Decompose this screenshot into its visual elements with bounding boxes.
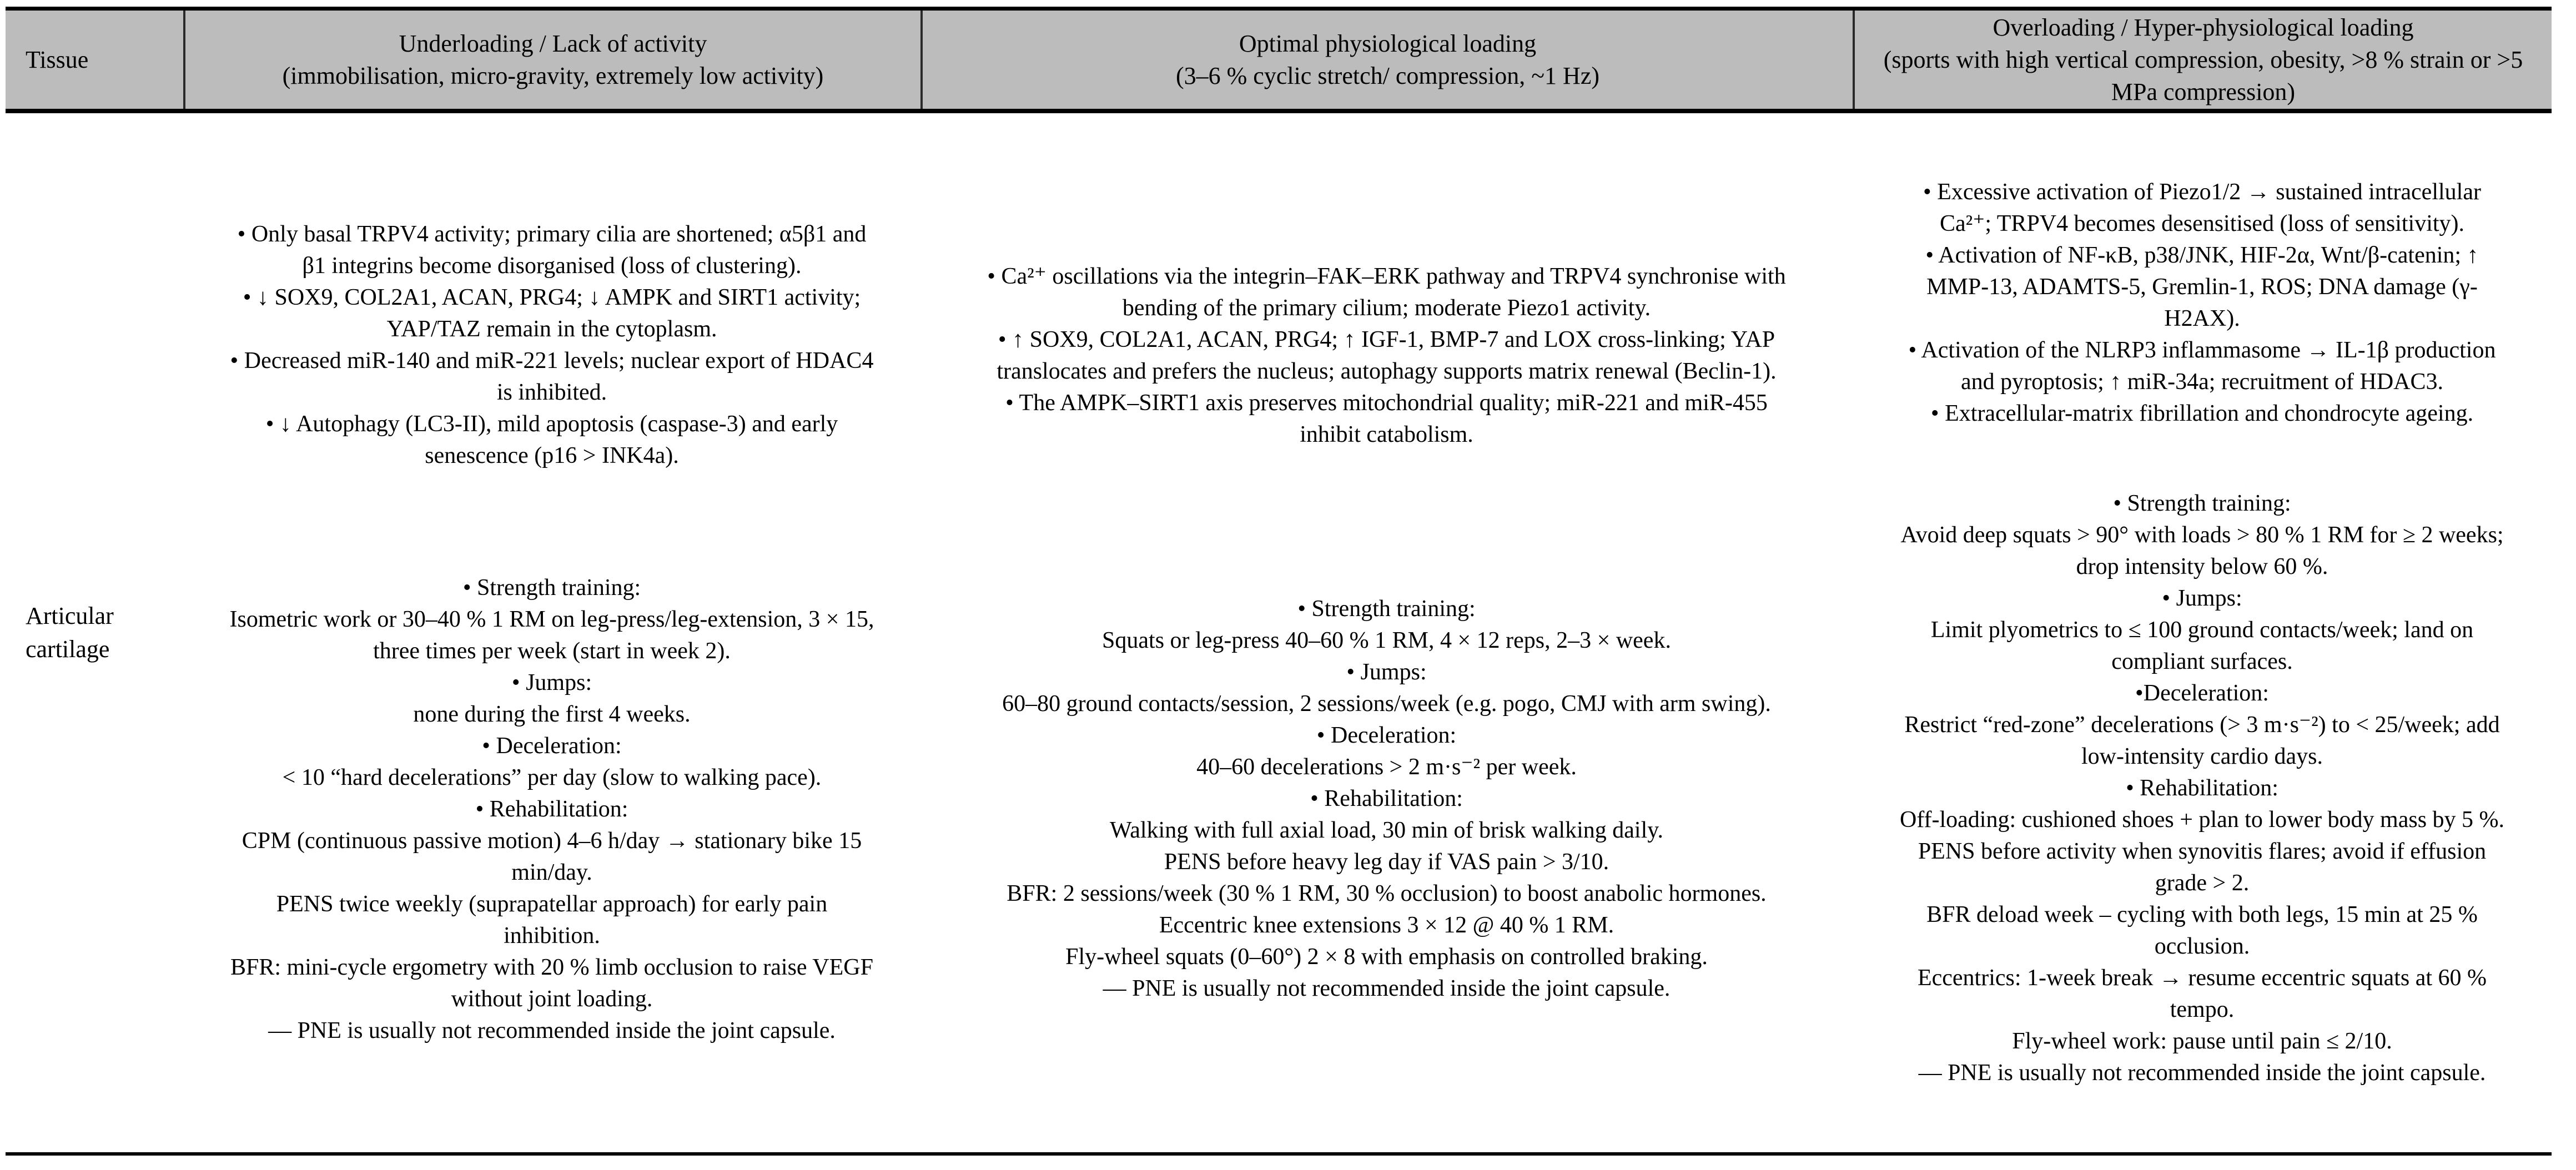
cell-paragraph: Walking with full axial load, 30 min of brisk walking daily. (1109, 817, 1664, 843)
header-title: Underloading / Lack of activity (399, 29, 707, 57)
cell-paragraph: < 10 “hard decelerations” per day (slow to walking pace). (282, 764, 822, 790)
cell-paragraph: • Extracellular-matrix fibrillation and chondrocyte ageing. (1930, 401, 2474, 427)
cell-paragraph: BFR: 2 sessions/week (30 % 1 RM, 30 % occlusion) to boost anabolic hormones. (1007, 880, 1767, 906)
cell-paragraph: • ↓ Autophagy (LC3-II), mild apoptosis (caspase-3) and early senescence (p16 > INK4a). (265, 411, 838, 469)
cell-paragraph: CPM (continuous passive motion) 4–6 h/day → stationary bike 15 min/day. (242, 828, 862, 885)
training-group (976, 593, 1797, 1005)
cell-paragraph: 60–80 ground contacts/session, 2 sessions/week (e.g. pogo, CMJ with arm swing). (1002, 690, 1771, 717)
cell-paragraph: Eccentrics: 1-week break → resume eccentric squats at 60 % tempo. (1917, 965, 2487, 1022)
cell-paragraph: PENS twice weekly (suprapatellar approach) for early pain inhibition. (276, 891, 828, 949)
cell-paragraph: Isometric work or 30–40 % 1 RM on leg-press/leg-extension, 3 × 15, three times per week (start in week 2). (229, 606, 874, 664)
cell-paragraph: • Only basal TRPV4 activity; primary cilia are shortened; α5β1 and β1 integrins become disorganised (loss of clustering). (237, 221, 867, 279)
cell-paragraph: Squats or leg-press 40–60 % 1 RM, 4 × 12 reps, 2–3 × week. (1102, 627, 1671, 653)
cell-paragraph: • Rehabilitation: (475, 796, 628, 822)
training-group (1897, 488, 2507, 1089)
cell-paragraph: PENS before activity when synovitis flares; avoid if effusion grade > 2. (1918, 838, 2487, 896)
cell-paragraph: • Excessive activation of Piezo1/2 → sustained intracellular Ca²⁺; TRPV4 becomes desensitised (loss of sensitivity). (1923, 179, 2481, 237)
cell-paragraph: — PNE is usually not recommended inside the joint capsule. (1918, 1060, 2486, 1086)
header-title: Optimal physiological loading (1239, 29, 1537, 57)
cell-paragraph: Avoid deep squats > 90° with loads > 80 % 1 RM for ≥ 2 weeks; drop intensity below 60 %. (1900, 522, 2504, 579)
cell-paragraph: • Deceleration: (1316, 722, 1457, 748)
header-cell-overloading (1853, 11, 2552, 109)
cell-paragraph: • The AMPK–SIRT1 axis preserves mitochondrial quality; miR-221 and miR-455 inhibit catabolism. (1005, 390, 1768, 448)
cell-paragraph: — PNE is usually not recommended inside the joint capsule. (1103, 975, 1671, 1001)
cell-paragraph: BFR: mini-cycle ergometry with 20 % limb occlusion to raise VEGF without joint loading. (230, 954, 873, 1012)
cell-underloading (183, 113, 920, 1152)
cell-paragraph: • Jumps: (1346, 659, 1427, 685)
header-subtitle: (immobilisation, micro-gravity, extremely low activity) (282, 62, 824, 89)
cell-paragraph: • Ca²⁺ oscillations via the integrin–FAK–ERK pathway and TRPV4 synchronise with bending of the primary cilium; moderate Piezo1 activity. (987, 264, 1786, 321)
header-subtitle: (3–6 % cyclic stretch/ compression, ~1 Hz) (1175, 62, 1600, 89)
cell-paragraph: Eccentric knee extensions 3 × 12 @ 40 % 1 RM. (1159, 912, 1614, 938)
tissue-loading-table (6, 7, 2552, 1156)
cell-paragraph: • Deceleration: (482, 733, 622, 759)
header-cell-optimal-loading (920, 11, 1853, 109)
header-subtitle: (sports with high vertical compression, obesity, >8 % strain or >5 MPa compression) (1883, 46, 2523, 105)
cell-paragraph: • Activation of the NLRP3 inflammasome → IL-1β production and pyroptosis; ↑ miR-34a; recruitment of HDAC3. (1908, 337, 2496, 395)
training-group (228, 572, 876, 1047)
mechanobiology-group (1897, 176, 2507, 430)
cell-paragraph: BFR deload week – cycling with both legs, 15 min at 25 % occlusion. (1926, 901, 2478, 959)
header-title: Tissue (26, 46, 89, 73)
cell-paragraph: • ↓ SOX9, COL2A1, ACAN, PRG4; ↓ AMPK and SIRT1 activity; YAP/TAZ remain in the cytoplasm. (243, 285, 861, 342)
cell-paragraph: • ↑ SOX9, COL2A1, ACAN, PRG4; ↑ IGF-1, BMP-7 and LOX cross-linking; YAP translocates and prefers the nucleus; autophagy supports matrix renewal (Beclin-1). (997, 327, 1777, 385)
mechanobiology-group (228, 219, 876, 472)
cell-paragraph: 40–60 decelerations > 2 m·s⁻² per week. (1196, 754, 1577, 780)
cell-paragraph: — PNE is usually not recommended inside the joint capsule. (268, 1017, 836, 1043)
cell-paragraph: Off-loading: cushioned shoes + plan to lower body mass by 5 %. (1899, 806, 2505, 833)
cell-paragraph: •Deceleration: (2135, 680, 2269, 706)
header-cell-tissue (6, 11, 183, 109)
cell-paragraph: • Activation of NF-κB, p38/JNK, HIF-2α, Wnt/β-catenin; ↑ MMP-13, ADAMTS-5, Gremlin-1, ROS; DNA damage (γ-H2AX). (1925, 243, 2479, 332)
cell-paragraph: none during the first 4 weeks. (413, 701, 691, 727)
header-title: Overloading / Hyper-physiological loading (1993, 13, 2414, 41)
table-body-row (6, 113, 2552, 1152)
mechanobiology-group (976, 261, 1797, 451)
cell-tissue-articular-cartilage: Articular cartilage (26, 602, 114, 663)
cell-paragraph: • Rehabilitation: (2126, 775, 2278, 801)
cell-paragraph: Restrict “red-zone” decelerations (> 3 m·s⁻²) to < 25/week; add low-intensity cardio days. (1904, 712, 2500, 769)
table-header-row (6, 11, 2552, 113)
cell-paragraph: Fly-wheel squats (0–60°) 2 × 8 with emphasis on controlled braking. (1065, 944, 1708, 970)
cell-paragraph: • Strength training: (2113, 490, 2291, 516)
cell-paragraph: • Strength training: (1297, 596, 1476, 622)
cell-overloading (1853, 113, 2552, 1152)
cell-paragraph: • Rehabilitation: (1310, 785, 1463, 811)
cell-paragraph: • Jumps: (2162, 585, 2242, 611)
header-cell-underloading (183, 11, 920, 109)
cell-paragraph: Limit plyometrics to ≤ 100 ground contacts/week; land on compliant surfaces. (1930, 617, 2474, 674)
cell-optimal-loading (920, 113, 1853, 1152)
cell-paragraph: Fly-wheel work: pause until pain ≤ 2/10. (2012, 1028, 2392, 1054)
cell-paragraph: • Jumps: (511, 669, 592, 695)
cell-paragraph: PENS before heavy leg day if VAS pain > 3/10. (1164, 849, 1609, 875)
cell-paragraph: • Decreased miR-140 and miR-221 levels; nuclear export of HDAC4 is inhibited. (230, 348, 874, 406)
cell-paragraph: • Strength training: (462, 574, 641, 601)
